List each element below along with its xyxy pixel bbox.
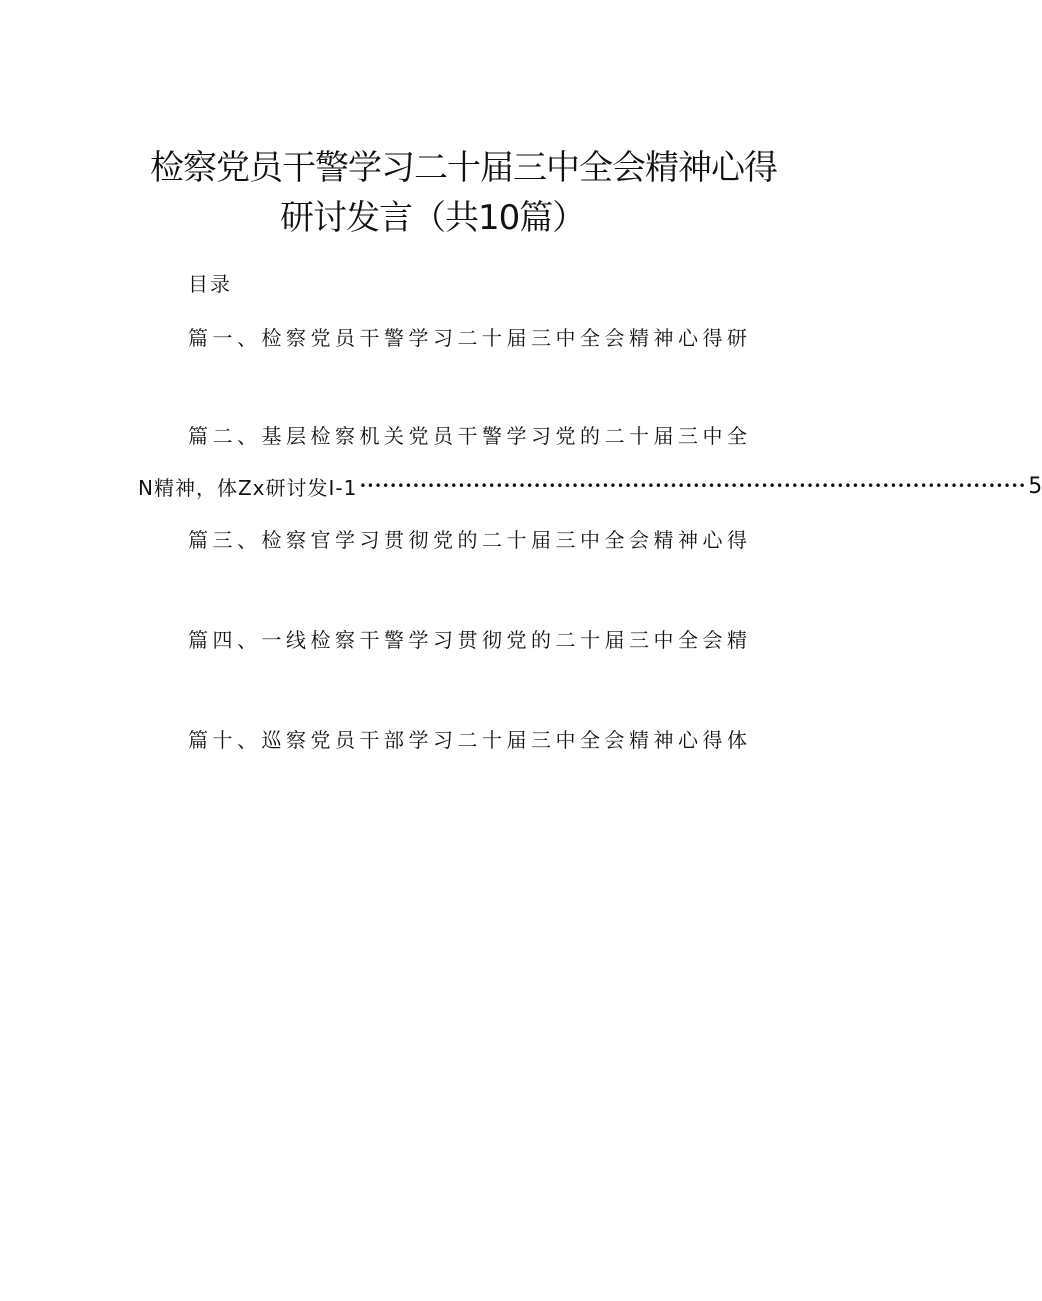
toc-entry-1[interactable]: 篇一、检察党员干警学习二十届三中全会精神心得研 (188, 326, 752, 350)
toc-entry-10[interactable]: 篇十、巡察党员干部学习二十届三中全会精神心得体 (188, 728, 752, 752)
toc-heading: 目录 (188, 272, 232, 296)
toc-page-number: 5 (1028, 473, 1042, 499)
toc-entry-2-continuation-text: N精神，体Zx研讨发I-1 (138, 475, 358, 500)
toc-entry-4[interactable]: 篇四、一线检察干警学习贯彻党的二十届三中全会精 (188, 628, 752, 652)
document-title-line1: 检察党员干警学习二十届三中全会精神心得 (150, 148, 777, 188)
toc-entry-2-continuation[interactable] (138, 472, 1042, 500)
toc-entry-3[interactable]: 篇三、检察官学习贯彻党的二十届三中全会精神心得 (188, 528, 752, 552)
toc-leader-dots: •••••••••••••••••••••••••••••••••••••••••••••••••••••••••••••••••••••••••••••••••••••••• (359, 479, 1027, 493)
toc-entry-2[interactable]: 篇二、基层检察机关党员干警学习党的二十届三中全 (188, 424, 752, 448)
document-title-line2: 研讨发言（共10篇） (280, 198, 586, 238)
